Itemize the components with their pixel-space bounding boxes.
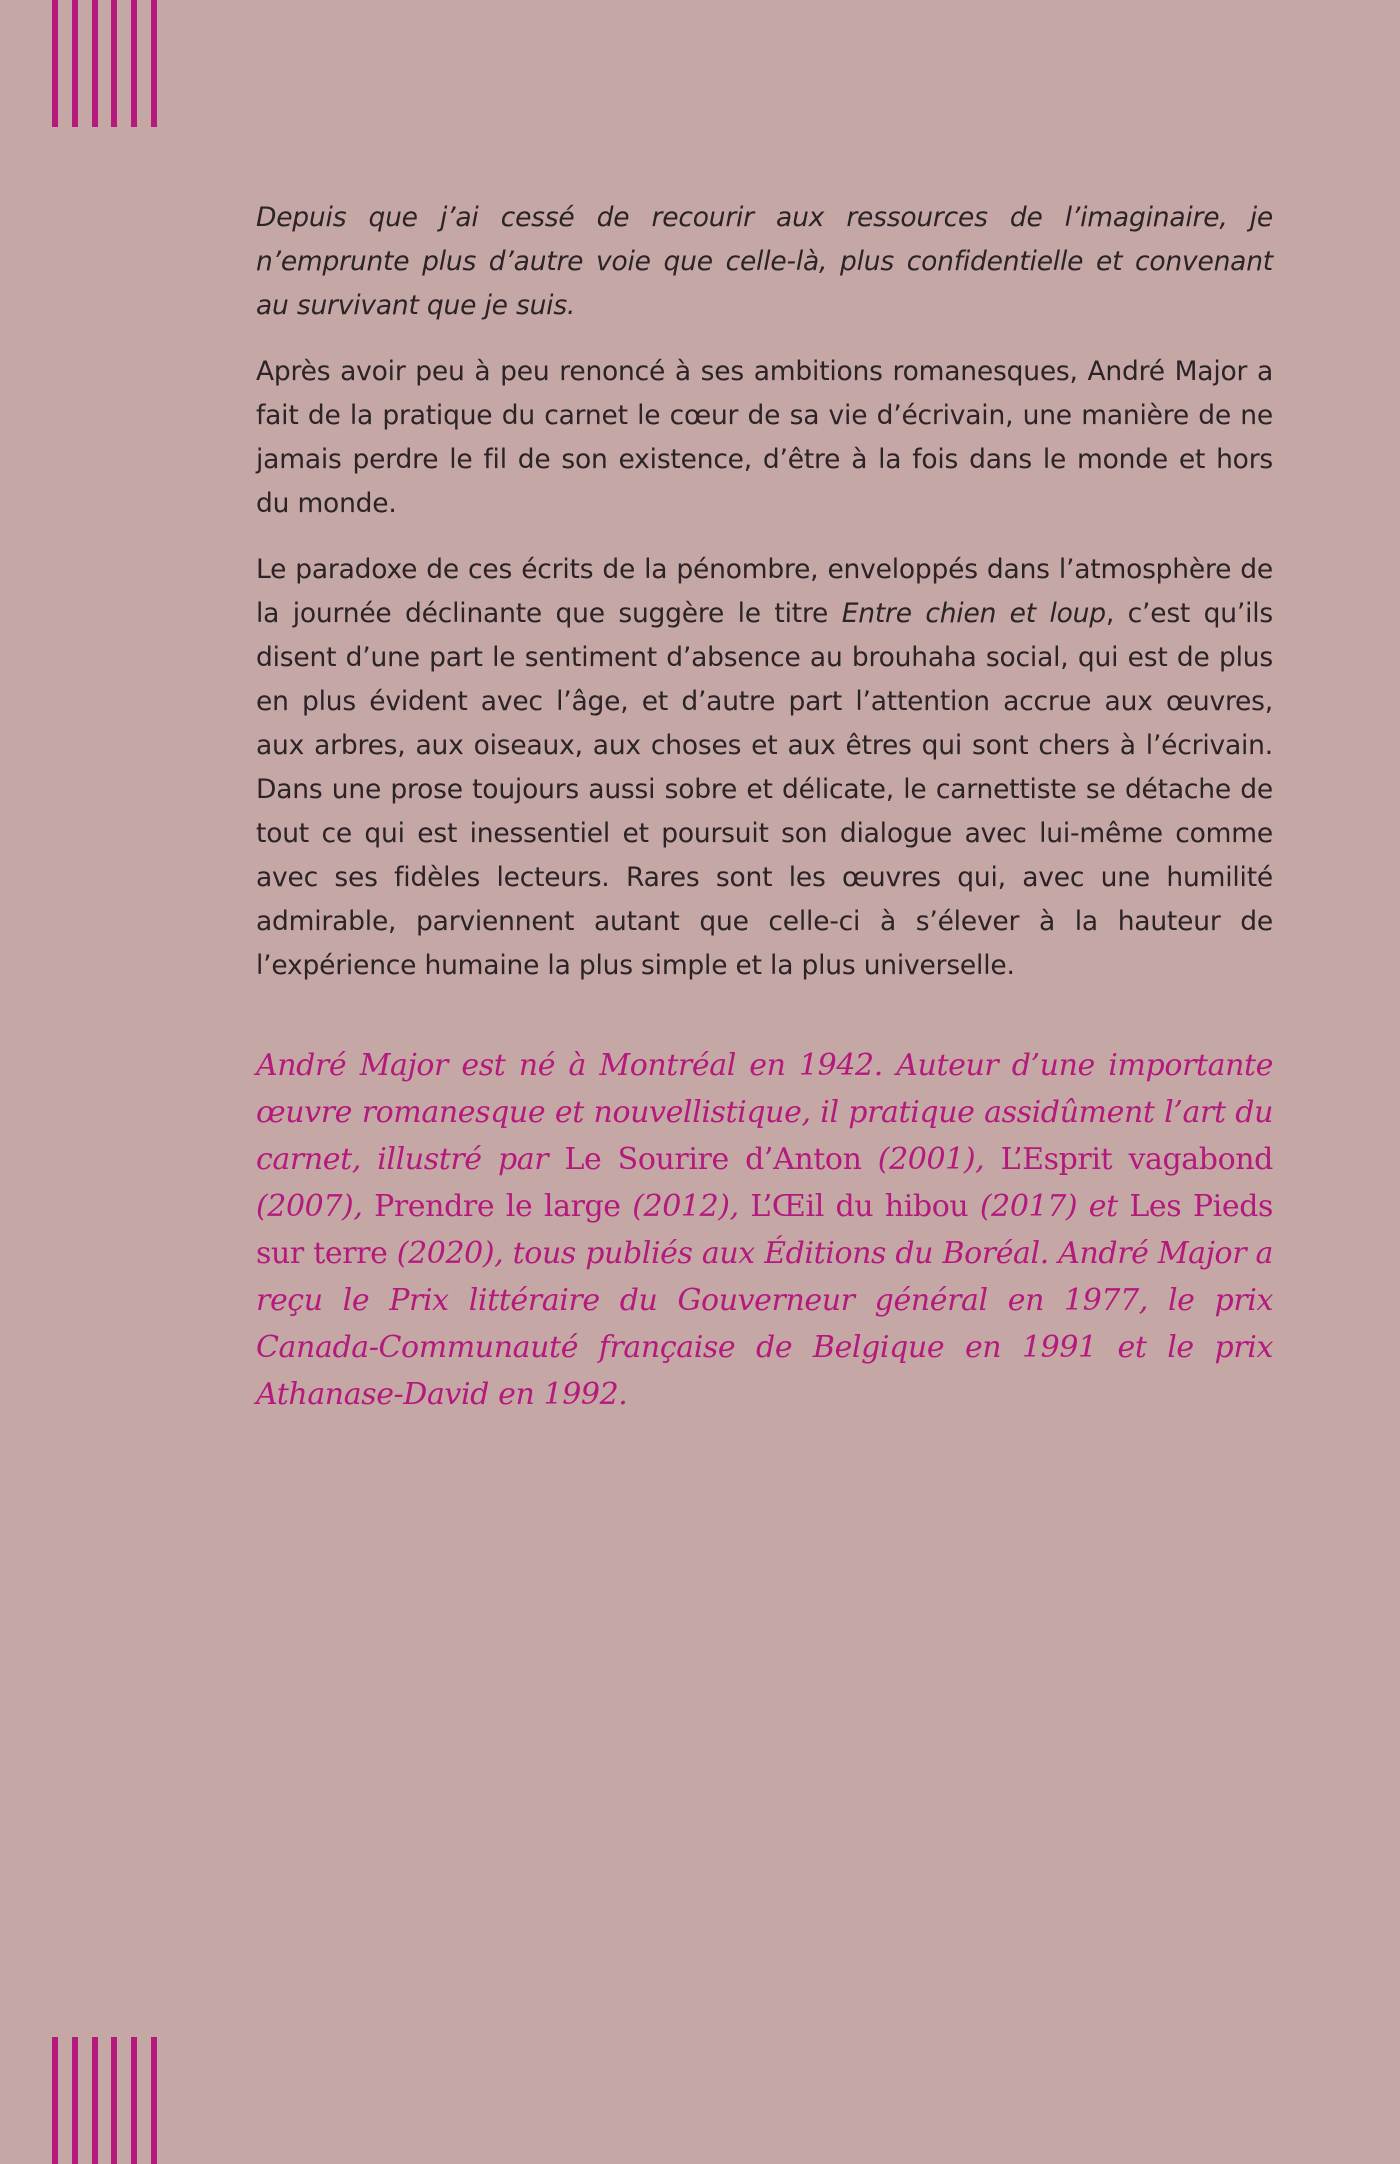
- stripe: [111, 2037, 117, 2164]
- stripe: [151, 2037, 157, 2164]
- bio-text: (2020), tous publiés aux Éditions du Boréal. André Major a reçu le Prix littéraire du Gouverneur général en 1977, le prix Canada-Communauté française de Belgique en 1991 et le prix Athanase-David en 1992.: [256, 1236, 1273, 1412]
- bio-text: (2001),: [861, 1142, 1001, 1177]
- stripe: [131, 2037, 137, 2164]
- bio-book-title: Prendre le large: [374, 1189, 621, 1224]
- bio-text: (2017) et: [968, 1189, 1130, 1224]
- epigraph: Depuis que j’ai cessé de recourir aux ressources de l’imaginaire, je n’emprunte plus d’autre voie que celle-là, plus confidentielle et convenant au survivant que je suis.: [256, 202, 1273, 321]
- stripe: [151, 0, 157, 127]
- cover-text: [256, 196, 1273, 1418]
- paragraph-text: Le paradoxe de ces écrits de la pénombre, enveloppés dans l’atmosphère de la journée déclinante que suggère le titre: [256, 554, 1273, 629]
- top-stripes-decoration: [52, 0, 157, 127]
- stripe: [52, 0, 58, 127]
- stripe: [52, 2037, 58, 2164]
- stripe: [92, 2037, 98, 2164]
- paragraph-text: , c’est qu’ils disent d’une part le sentiment d’absence au brouhaha social, qui est de plus en plus évident avec l’âge, et d’autre part l’attention accrue aux œuvres, aux arbres, aux oiseaux, aux choses et aux êtres qui sont chers à l’écrivain. Dans une prose toujours aussi sobre et délicate, le carnettiste se détache de tout ce qui est inessentiel et poursuit son dialogue avec lui-même comme avec ses fidèles lecteurs. Rares sont les œuvres qui, avec une humilité admirable, parviennent autant que celle-ci à s’élever à la hauteur de l’expérience humaine la plus simple et la plus universelle.: [256, 598, 1274, 981]
- bottom-stripes-decoration: [52, 2037, 157, 2164]
- stripe: [72, 0, 78, 127]
- bio-text: André Major est né à Montréal en 1942. Auteur d’une importante œuvre romanesque et nouvellistique, il pratique assidûment l’art du carnet, illustré par: [256, 1048, 1273, 1177]
- bio-text: (2012),: [620, 1189, 751, 1224]
- bio-book-title: Les Pieds sur terre: [256, 1189, 1273, 1271]
- author-bio: [256, 1042, 1273, 1418]
- bio-book-title: Le Sourire d’Anton: [564, 1142, 862, 1177]
- bio-book-title: L’Esprit vagabond: [1000, 1142, 1273, 1177]
- stripe: [111, 0, 117, 127]
- book-title: Entre chien et loup: [841, 598, 1106, 629]
- stripe: [92, 0, 98, 127]
- bio-text: (2007),: [256, 1189, 375, 1224]
- stripe: [131, 0, 137, 127]
- bio-book-title: L’Œil du hibou: [750, 1189, 969, 1224]
- paragraph-description: [256, 548, 1273, 988]
- paragraph-summary: Après avoir peu à peu renoncé à ses ambitions romanesques, André Major a fait de la pratique du carnet le cœur de sa vie d’écrivain, une manière de ne jamais perdre le fil de son existence, d’être à la fois dans le monde et hors du monde.: [256, 356, 1273, 519]
- stripe: [72, 2037, 78, 2164]
